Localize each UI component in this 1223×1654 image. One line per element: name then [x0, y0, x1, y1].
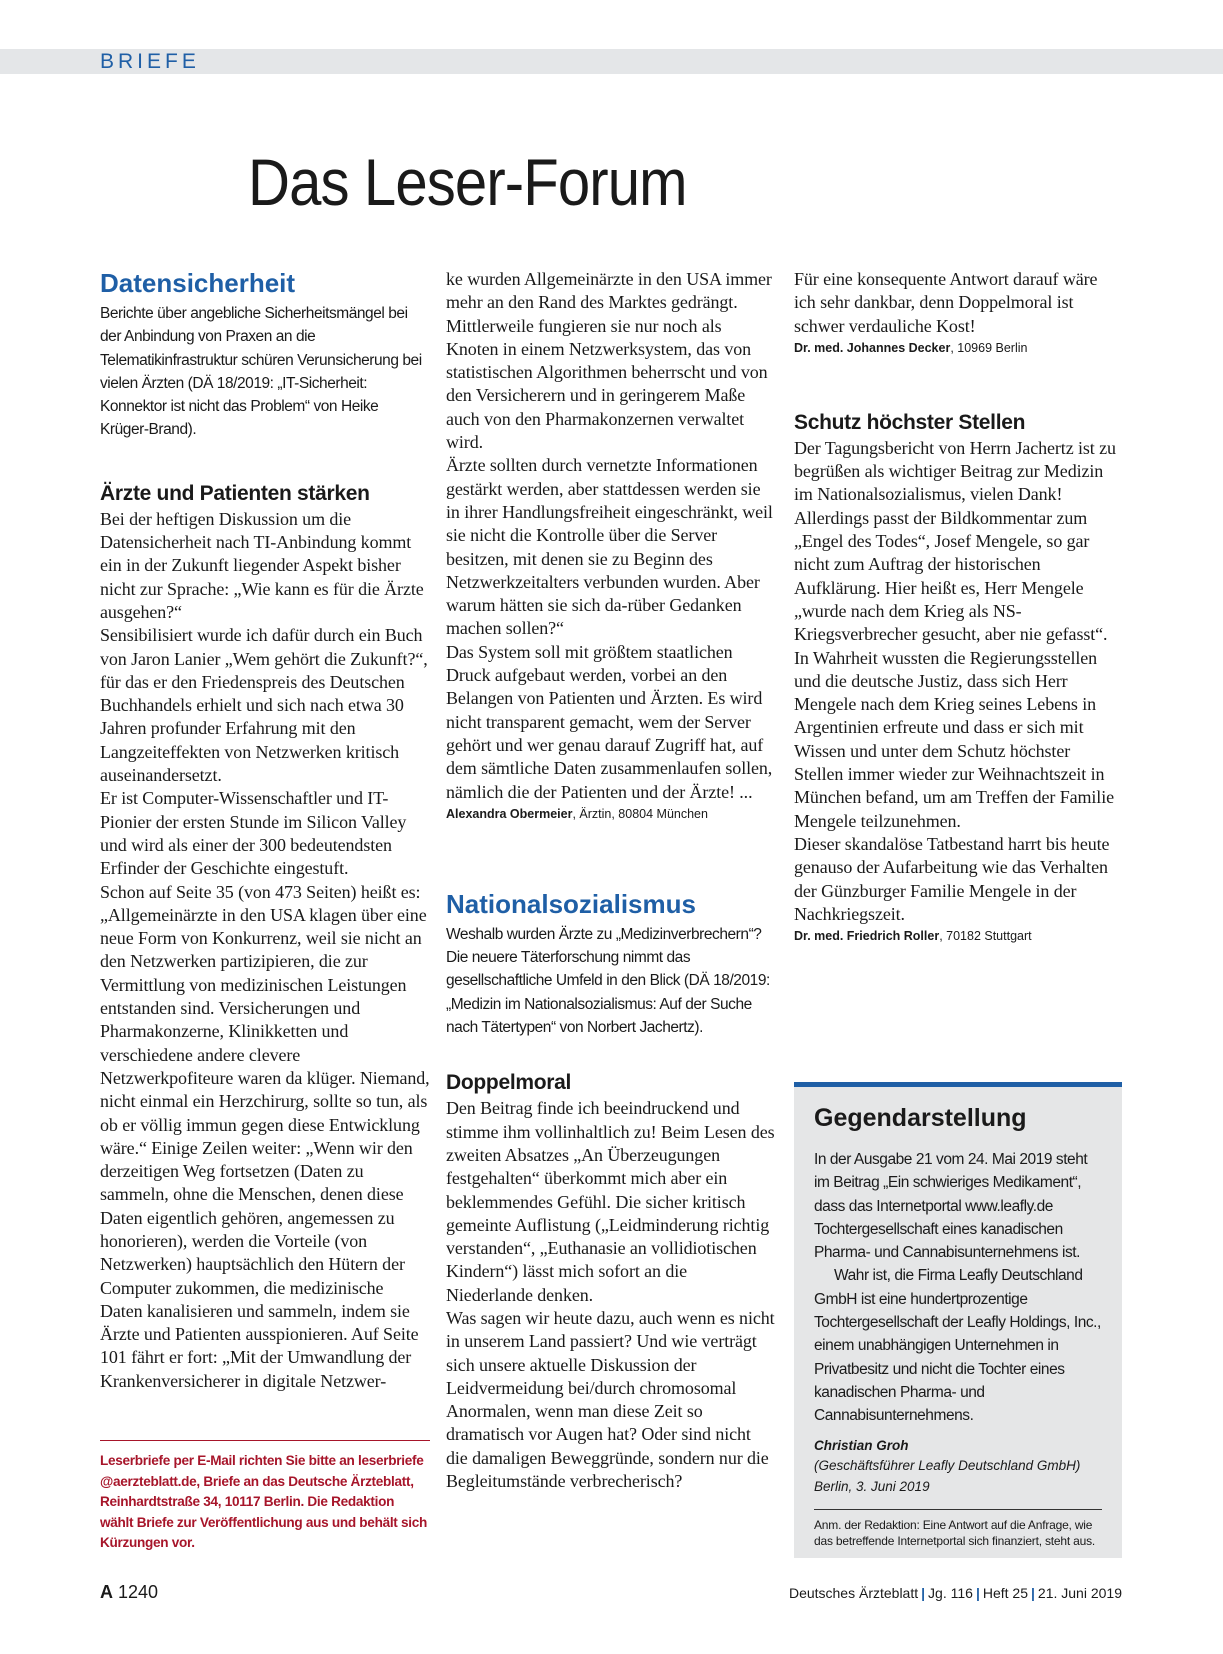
column-2	[446, 268, 776, 1493]
journal-name: Deutsches Ärzteblatt	[788, 1585, 919, 1601]
counter-statement-para1: In der Ausgabe 21 vom 24. Mai 2019 steht im Beitrag „Ein schwieriges Medikament“, dass das Internetportal www.leafly.de Tochtergesellschaft eines kanadischen Pharma- und Cannabisunternehmens ist.	[814, 1151, 1088, 1262]
submission-notice-text: Leserbriefe per E-Mail richten Sie bitte an leserbriefe @aerzteblatt.de, Briefe an das Deutsche Ärzteblatt, Reinhardtstraße 34, 10117 Berlin. Die Redaktion wählt Briefe zur Veröffentlichung aus und behält sich Kürzungen vor.	[100, 1453, 428, 1551]
counter-statement-box	[794, 1082, 1122, 1558]
letter-body-aerzte-patienten-part1: Bei der heftigen Diskussion um die Datensicherheit nach TI-Anbindung kommt ein in der Zukunft liegender Aspekt bisher nicht zur Sprache: „Wie kann es für die Ärzte ausgehen?“ Sensibilisiert wurde ich dafür durch ein Buch von Jaron Lanier „Wem gehört die Zukunft?“, für das er den Friedenspreis des Deutschen Buchhandels erhielt und sich nach etwa 30 Jahren profunder Erfahrung mit den Langzeiteffekten von Netzwerken kritisch auseinandersetzt. Er ist Computer-Wissenschaftler und IT-Pionier der ersten Stunde im Silicon Valley und wird als einer der 300 bedeutendsten Erfinder der Geschichte eingestuft. Schon auf Seite 35 (von 473 Seiten) heißt es: „Allgemeinärzte in den USA klagen über eine neue Form von Konkurrenz, weil sie nicht an den Netzwerken partizipieren, die zur Vermittlung von medizinischen Leistungen entstanden sind. Versicherungen und Pharmakonzerne, Klinikketten und verschiedene andere clevere Netzwerkpofiteure waren da klüger. Niemand, nicht einmal ein Herzchirurg, sollte so tun, als ob er völlig immun gegen diese Entwicklung wäre.“ Einige Zeilen weiter: „Wenn wir den derzeitigen Weg fortsetzen (Daten zu sammeln, ohne die Menschen, denen diese Daten eigentlich gehören, angemessen zu honorieren), werden die Vorteile (von Netzwerken) hauptsächlich den Hütern der Computer zukommen, die medizinische Daten kanalisieren und sammeln, indem sie Ärzte und Patienten ausspionieren. Auf Seite 101 fährt er fort: „Mit der Umwandlung der Krankenversicherer in digitale Netzwer-	[100, 508, 430, 1391]
letter-body-schutz: Der Tagungsbericht von Herrn Jachertz ist zu begrüßen als wichtiger Beitrag zur Medizin im Nationalsozialismus, vielen Dank! Allerdings passt der Bildkommentar zum „Engel des Todes“, Josef Mengele, so gar nicht zum Auftrag der historischen Aufklärung. Hier heißt es, Herr Mengele „wurde nach dem Krieg als NS-Kriegsverbrecher gesucht, aber nie gefasst“. In Wahrheit wussten die Regierungsstellen und die deutsche Justiz, dass sich Herr Mengele nach dem Krieg seines Lebens in Argentinien erfreute und dass er sich mit Wissen und unter dem Schutz höchster Stellen immer wieder zur Weihnachtszeit in München befand, um am Treffen der Familie Mengele teilzunehmen. Dieser skandalöse Tatbestand harrt bis heute genauso der Aufarbeitung wie das Verhalten der Günzburger Familie Mengele in der Nachkriegszeit.	[794, 437, 1116, 924]
counter-statement-para2: Wahr ist, die Firma Leafly Deutschland GmbH ist eine hundertprozentige Tochtergesellschaft der Leafly Holdings, Inc., einem unabhängigen Unternehmen in Privatbesitz und nicht die Tochter eines kanadischen Pharma- und Cannabisunternehmens.	[814, 1267, 1101, 1425]
letter-title-schutz: Schutz höchster Stellen	[794, 410, 1026, 434]
author-name: Dr. med. Friedrich Roller	[794, 929, 940, 944]
journal-info	[789, 1585, 1122, 1601]
separator: |	[975, 1585, 980, 1601]
editor-note: Anm. der Redaktion: Eine Antwort auf die Anfrage, wie das betreffende Internetportal sich finanziert, steht aus.	[814, 1509, 1102, 1549]
signer-role: (Geschäftsführer Leafly Deutschland GmbH)	[814, 1458, 1081, 1474]
separator: |	[1031, 1585, 1035, 1601]
topic-heading-datensicherheit: Datensicherheit	[100, 268, 296, 298]
counter-statement-signature	[814, 1436, 1102, 1498]
author-name: Alexandra Obermeier	[446, 806, 573, 821]
separator: |	[921, 1585, 926, 1601]
letter-title-doppelmoral: Doppelmoral	[446, 1071, 572, 1095]
letter-body-doppelmoral-part1: Den Beitrag finde ich beeindruckend und stimme ihm vollinhaltlich zu! Beim Lesen des zweiten Absatzes „An Überzeugungen festgehalten“ überkommt mich aber ein beklemmendes Gefühl. Die sicher kritisch gemeinte Auflistung („Leidminderung richtig verstanden“, „Euthanasie an vollidiotischen Kindern“) lässt mich sofort an die Niederlande denken. Was sagen wir heute dazu, auch wenn es nicht in unserem Land passiert? Und wie verträgt sich unsere aktuelle Diskussion der Leidvermeidung bei/durch chromosomal Anormalen, wenn man diese Zeit so dramatisch vor Augen hat? Oder sind nicht die damaligen Beweggründe, sondern nur die Begleitumstände verbrecherisch?	[446, 1098, 775, 1492]
section-label: BRIEFE	[100, 50, 200, 73]
letter-signature-decker	[794, 339, 1122, 357]
signer-name: Christian Groh	[814, 1437, 909, 1453]
author-details: , 70182 Stuttgart	[939, 929, 1032, 944]
letter-body-doppelmoral-part2: Für eine konsequente Antwort darauf wäre ich sehr dankbar, denn Doppelmoral ist schwer verdauliche Kost!	[794, 269, 1098, 336]
column-3	[794, 268, 1122, 945]
letter-title-aerzte-patienten: Ärzte und Patienten stärken	[100, 481, 370, 505]
author-details: , Ärztin, 80804 München	[572, 806, 708, 821]
page-prefix: A	[100, 1582, 113, 1602]
journal-date: 21. Juni 2019	[1037, 1585, 1122, 1601]
author-name: Dr. med. Johannes Decker	[794, 340, 951, 355]
page-number	[100, 1582, 158, 1603]
journal-issue: Heft 25	[982, 1585, 1028, 1601]
topic-intro-datensicherheit: Berichte über angebliche Sicherheitsmängel bei der Anbindung von Praxen an die Telematikinfrastruktur schüren Verunsicherung bei vielen Ärzten (DÄ 18/2019: „IT-Sicherheit: Konnektor ist nicht das Problem“ von Heike Krüger-Brand).	[100, 305, 422, 439]
page-title: Das Leser-Forum	[248, 145, 687, 219]
page-number-value: 1240	[118, 1582, 159, 1602]
letter-signature-roller	[794, 927, 1122, 945]
counter-statement-title: Gegendarstellung	[814, 1104, 1027, 1132]
topic-intro-nationalsozialismus: Weshalb wurden Ärzte zu „Medizinverbrechern“? Die neuere Täterforschung nimmt das gesellschaftliche Umfeld in den Blick (DÄ 18/2019: „Medizin im Nationalsozialismus: Auf der Suche nach Tätertypen“ von Norbert Jachertz).	[446, 925, 770, 1037]
topic-heading-nationalsozialismus: Nationalsozialismus	[446, 888, 696, 919]
letter-body-aerzte-patienten-part2: ke wurden Allgemeinärzte in den USA immer mehr an den Rand des Marktes gedrängt. Mittlerweile fungieren sie nur noch als Knoten in einem Netzwerksystem, das von statistischen Algorithmen beherrscht und von den Versicherern und in geringerem Maße auch von den Pharmakonzernen verwaltet wird. Ärzte sollten durch vernetzte Informationen gestärkt werden, aber stattdessen werden sie in ihrer Handlungsfreiheit eingeschränkt, weil sie nicht die Kontrolle über die Server besitzen, mit denen sie zu Beginn des Netzwerkzeitalters verbunden wurden. Aber warum hätten sie sich da-rüber Gedanken machen sollen?“ Das System soll mit größtem staatlichen Druck aufgebaut werden, vorbei an den Belangen von Patienten und Ärzten. Es wird nicht transparent gemacht, wem der Server gehört und wer genau darauf Zugriff hat, auf dem sämtliche Daten zusammenlaufen sollen, nämlich die der Patienten und der Ärzte! ...	[446, 269, 773, 802]
submission-notice	[100, 1440, 430, 1554]
signer-place-date: Berlin, 3. Juni 2019	[814, 1478, 930, 1494]
journal-volume: Jg. 116	[928, 1585, 973, 1601]
author-details: , 10969 Berlin	[950, 340, 1028, 355]
column-1	[100, 268, 430, 1393]
letter-signature-obermeier	[446, 805, 776, 823]
